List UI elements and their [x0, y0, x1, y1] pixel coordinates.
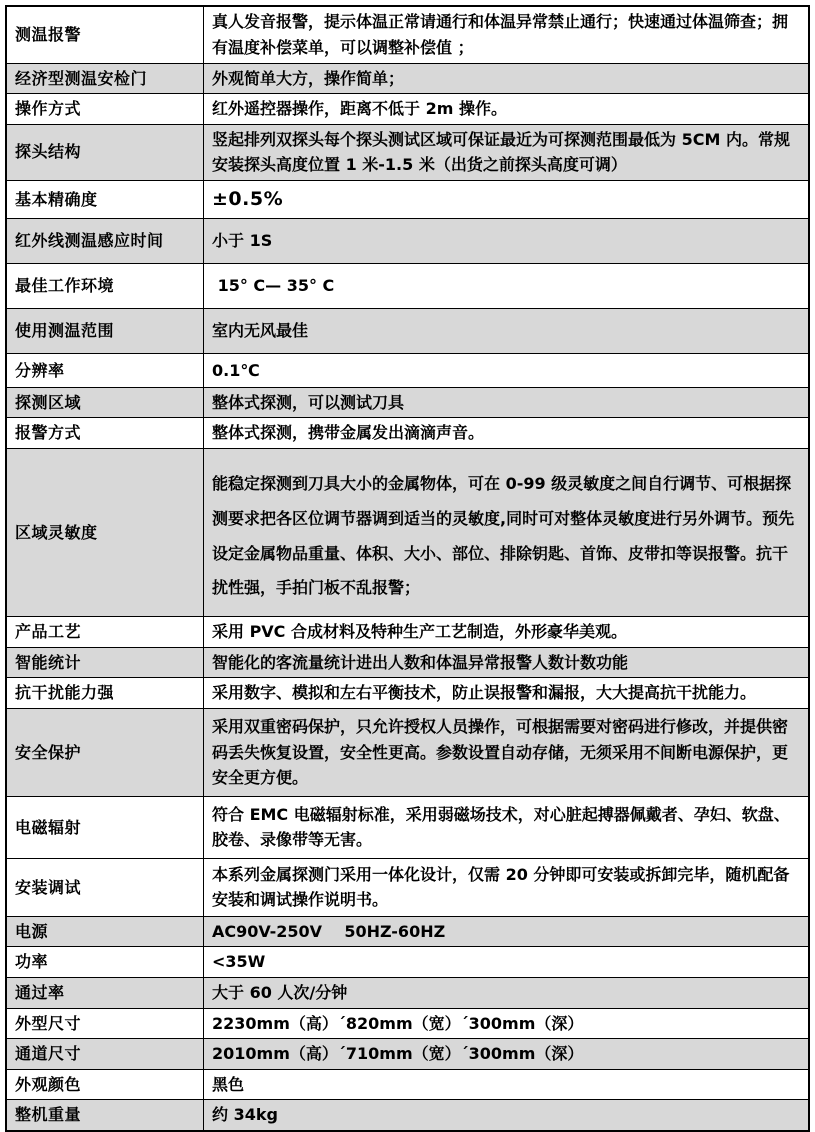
spec-value: 能稳定探测到刀具大小的金属物体，可在 0-99 级灵敏度之间自行调节、可根据探测要求把各区位调节器调到适当的灵敏度,同时可对整体灵敏度进行另外调节。预先设定金属物品重量、体积、大小、部位、排除钥匙、首饰、皮带扣等误报警。抗干扰性强，手拍门板不乱报警；: [204, 449, 810, 617]
spec-label: 区域灵敏度: [6, 449, 204, 617]
spec-label: 报警方式: [6, 418, 204, 449]
spec-label: 测温报警: [6, 6, 204, 63]
spec-value: 采用双重密码保护，只允许授权人员操作，可根据需要对密码进行修改，并提供密码丢失恢复设置，安全性更高。参数设置自动存储，无须采用不间断电源保护，更安全更方便。: [204, 708, 810, 796]
table-row: [6, 218, 809, 263]
spec-value: 室内无风最佳: [204, 308, 810, 353]
table-row: [6, 94, 809, 125]
table-row: [6, 1069, 809, 1100]
spec-value: AC90V-250V 50HZ-60HZ: [204, 916, 810, 947]
spec-value: 整体式探测，可以测试刀具: [204, 387, 810, 418]
table-row: [6, 678, 809, 709]
spec-value: 竖起排列双探头每个探头测试区域可保证最近为可探测范围最低为 5CM 内。常规安装探头高度位置 1 米-1.5 米（出货之前探头高度可调）: [204, 124, 810, 180]
table-row: [6, 1008, 809, 1039]
spec-value: 2230mm（高）´820mm（宽）´300mm（深）: [204, 1008, 810, 1039]
spec-label: 外型尺寸: [6, 1008, 204, 1039]
spec-table-body: [6, 6, 809, 1131]
spec-label: 产品工艺: [6, 617, 204, 648]
table-row: [6, 263, 809, 308]
spec-value: 整体式探测，携带金属发出滴滴声音。: [204, 418, 810, 449]
spec-label: 使用测温范围: [6, 308, 204, 353]
spec-label: 最佳工作环境: [6, 263, 204, 308]
table-row: [6, 124, 809, 180]
spec-value: 本系列金属探测门采用一体化设计，仅需 20 分钟即可安装或拆卸完毕，随机配备安装和调试操作说明书。: [204, 858, 810, 916]
spec-value: 黑色: [204, 1069, 810, 1100]
spec-label: 智能统计: [6, 647, 204, 678]
spec-label: 探头结构: [6, 124, 204, 180]
table-row: [6, 353, 809, 387]
spec-value: 小于 1S: [204, 218, 810, 263]
table-row: [6, 1039, 809, 1070]
spec-label: 电磁辐射: [6, 796, 204, 858]
spec-label: 功率: [6, 947, 204, 978]
spec-value: 红外遥控器操作，距离不低于 2m 操作。: [204, 94, 810, 125]
table-row: [6, 978, 809, 1009]
table-row: [6, 180, 809, 218]
spec-label: 探测区域: [6, 387, 204, 418]
spec-value: 智能化的客流量统计进出人数和体温异常报警人数计数功能: [204, 647, 810, 678]
spec-value: 约 34kg: [204, 1100, 810, 1131]
spec-value: 采用数字、模拟和左右平衡技术，防止误报警和漏报，大大提高抗干扰能力。: [204, 678, 810, 709]
table-row: [6, 1100, 809, 1131]
spec-value: 符合 EMC 电磁辐射标准，采用弱磁场技术，对心脏起搏器佩戴者、孕妇、软盘、胶卷、录像带等无害。: [204, 796, 810, 858]
spec-label: 红外线测温感应时间: [6, 218, 204, 263]
table-row: [6, 617, 809, 648]
spec-label: 整机重量: [6, 1100, 204, 1131]
spec-label: 安全保护: [6, 708, 204, 796]
spec-label: 通道尺寸: [6, 1039, 204, 1070]
table-row: [6, 858, 809, 916]
spec-label: 基本精确度: [6, 180, 204, 218]
spec-value: 0.1℃: [204, 353, 810, 387]
spec-label: 经济型测温安检门: [6, 63, 204, 94]
spec-value: ±0.5%: [204, 180, 810, 218]
spec-label: 抗干扰能力强: [6, 678, 204, 709]
table-row: [6, 418, 809, 449]
spec-value: 采用 PVC 合成材料及特种生产工艺制造，外形豪华美观。: [204, 617, 810, 648]
table-row: [6, 387, 809, 418]
spec-table: [5, 5, 810, 1132]
spec-label: 安装调试: [6, 858, 204, 916]
spec-label: 外观颜色: [6, 1069, 204, 1100]
table-row: [6, 708, 809, 796]
table-row: [6, 796, 809, 858]
table-row: [6, 947, 809, 978]
spec-value: <35W: [204, 947, 810, 978]
table-row: [6, 449, 809, 617]
spec-value: 外观简单大方，操作简单；: [204, 63, 810, 94]
spec-value: 2010mm（高）´710mm（宽）´300mm（深）: [204, 1039, 810, 1070]
spec-label: 通过率: [6, 978, 204, 1009]
spec-value: 真人发音报警，提示体温正常请通行和体温异常禁止通行；快速通过体温筛查；拥有温度补偿菜单，可以调整补偿值 ；: [204, 6, 810, 63]
spec-value: 15° C— 35° C: [204, 263, 810, 308]
spec-label: 分辨率: [6, 353, 204, 387]
spec-label: 操作方式: [6, 94, 204, 125]
table-row: [6, 647, 809, 678]
table-row: [6, 308, 809, 353]
table-row: [6, 916, 809, 947]
table-row: [6, 6, 809, 63]
spec-label: 电源: [6, 916, 204, 947]
table-row: [6, 63, 809, 94]
spec-value: 大于 60 人次/分钟: [204, 978, 810, 1009]
